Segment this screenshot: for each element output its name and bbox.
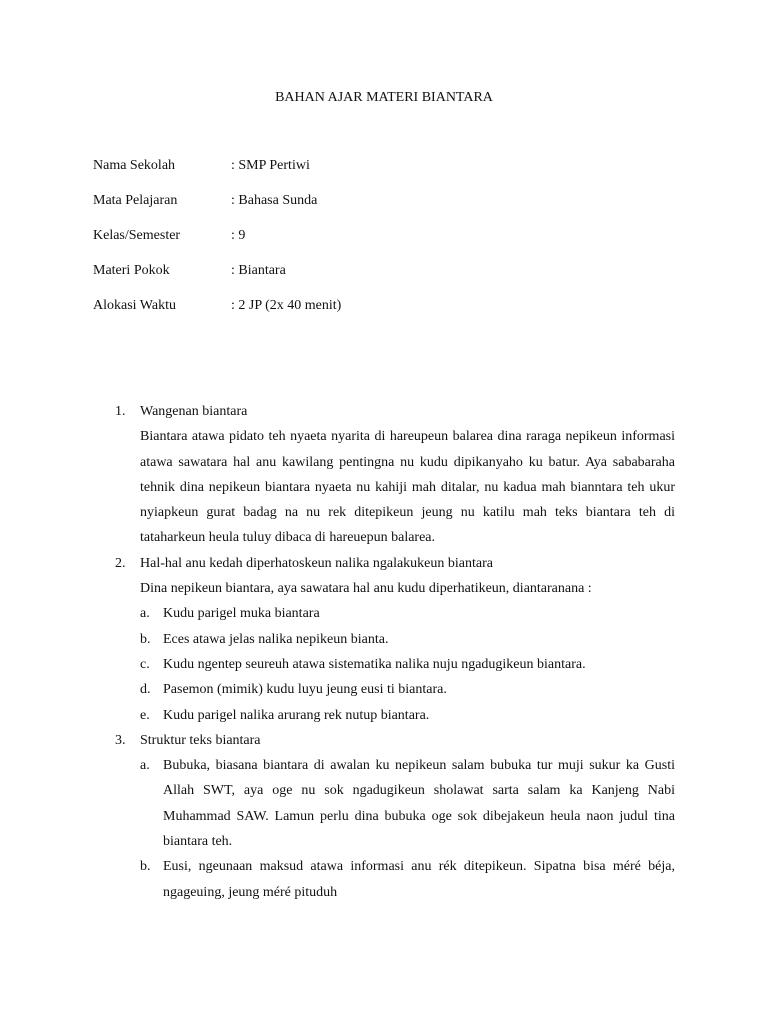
content-list bbox=[115, 399, 675, 905]
section-heading: Struktur teks biantara bbox=[140, 732, 261, 748]
meta-value: : 2 JP (2x 40 menit) bbox=[231, 298, 342, 313]
item-text: Eces atawa jelas nalika nepikeun bianta. bbox=[163, 631, 389, 647]
meta-label: Mata Pelajaran bbox=[93, 193, 178, 208]
item-text: Pasemon (mimik) kudu luyu jeung eusi ti biantara. bbox=[163, 682, 447, 698]
item-text: Kudu parigel muka biantara bbox=[163, 606, 320, 622]
meta-label: Kelas/Semester bbox=[93, 228, 181, 243]
section-paragraph: Dina nepikeun biantara, aya sawatara hal anu kudu diperhatikeun, diantaranana : bbox=[140, 581, 592, 597]
item-text: Kudu ngentep seureuh atawa sistematika nalika nuju ngadugikeun biantara. bbox=[163, 656, 586, 672]
meta-value: : SMP Pertiwi bbox=[231, 158, 310, 173]
list-item bbox=[140, 627, 675, 652]
list-item bbox=[140, 652, 675, 677]
section-number: 1. bbox=[115, 404, 126, 419]
item-text: Kudu parigel nalika arurang rek nutup biantara. bbox=[163, 707, 430, 723]
list-item bbox=[140, 753, 675, 854]
meta-value: : 9 bbox=[231, 228, 246, 243]
section-paragraph: Biantara atawa pidato teh nyaeta nyarita di hareupeun balarea dina raraga nepikeun informasi atawa sawatara hal anu kawilang pentingna nu kudu dipikanyaho ku batur. Aya sababaraha tehnik dina nepikeun biantara nyaeta nu kahiji mah ditalar, nu kadua mah bianntara teh ukur nyiapkeun gurat badag na nu rek ditepikeun jeung nu katilu mah teks biantara teh di tataharkeun heula tuluy dibaca di hareuepun balarea. bbox=[140, 429, 675, 546]
section-3 bbox=[115, 728, 675, 905]
section-heading: Hal-hal anu kedah diperhatoskeun nalika ngalakukeun biantara bbox=[140, 555, 493, 571]
meta-label: Materi Pokok bbox=[93, 263, 170, 278]
item-letter: a. bbox=[140, 758, 150, 774]
item-letter: a. bbox=[140, 606, 150, 622]
item-letter: b. bbox=[140, 631, 151, 647]
section-number: 2. bbox=[115, 555, 126, 571]
section-heading: Wangenan biantara bbox=[140, 404, 248, 419]
item-letter: e. bbox=[140, 707, 150, 723]
section-number: 3. bbox=[115, 732, 126, 748]
page-title: BAHAN AJAR MATERI BIANTARA bbox=[275, 90, 493, 105]
meta-value: : Bahasa Sunda bbox=[231, 193, 318, 208]
item-text: Bubuka, biasana biantara di awalan ku nepikeun salam bubuka tur muji sukur ka Gusti Allah SWT, aya oge nu sok ngadugikeun sholawat sarta salam ka Kanjeng Nabi Muhammad SAW. Lamun perlu dina bubuka oge sok dibejakeun heula naon judul tina biantara teh. bbox=[163, 758, 675, 850]
list-item bbox=[140, 703, 675, 728]
item-letter: d. bbox=[140, 682, 151, 698]
item-letter: c. bbox=[140, 656, 150, 672]
item-text: Eusi, ngeunaan maksud atawa informasi anu rék ditepikeun. Sipatna bisa méré béja, ngageuing, jeung méré pituduh bbox=[163, 859, 675, 900]
meta-label: Nama Sekolah bbox=[93, 158, 176, 173]
section-2 bbox=[115, 551, 675, 728]
list-item bbox=[140, 677, 675, 702]
meta-label: Alokasi Waktu bbox=[93, 298, 176, 313]
section-1 bbox=[115, 399, 675, 551]
meta-value: : Biantara bbox=[231, 263, 286, 278]
item-letter: b. bbox=[140, 859, 151, 875]
list-item bbox=[140, 601, 675, 626]
list-item bbox=[140, 854, 675, 905]
